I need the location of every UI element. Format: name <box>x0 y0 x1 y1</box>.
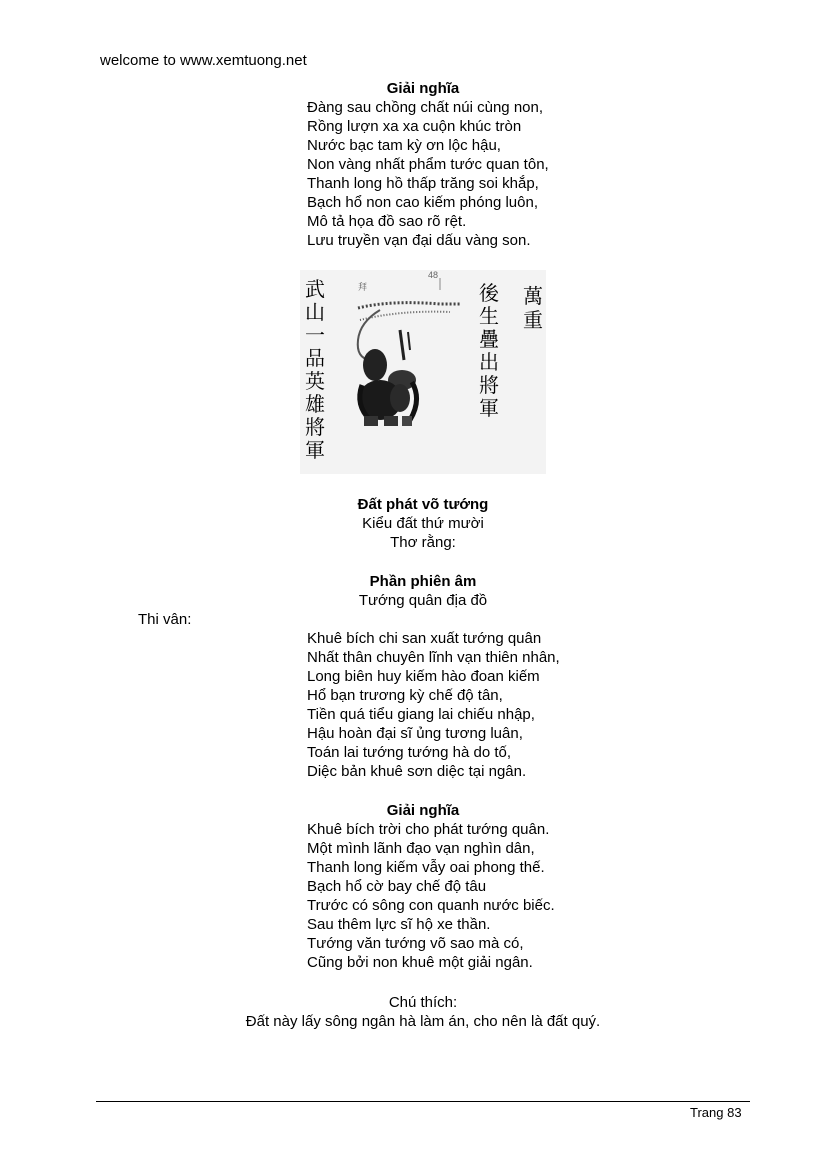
verse-line: Hậu hoàn đại sĩ ủng tương luân, <box>307 725 523 742</box>
verse-line: Nhất thân chuyên lĩnh vạn thiên nhân, <box>307 649 560 666</box>
verse-line: Khuê bích chi san xuất tướng quân <box>307 630 542 647</box>
verse-line: Một mình lãnh đạo vạn nghìn dân, <box>307 840 535 857</box>
geomancy-map-illustration <box>300 270 546 474</box>
illustration-small-char: 拜 <box>358 283 368 293</box>
poem-intro: Thơ rằng: <box>390 534 456 551</box>
verse-line: Bạch hổ cờ bay chế độ tâu <box>307 878 487 895</box>
verse-line: Sau thêm lực sĩ hộ xe thần. <box>307 916 491 933</box>
verse-line: Long biên huy kiếm hào đoan kiếm <box>307 668 540 685</box>
verse-line: Tiền quá tiểu giang lai chiếu nhập, <box>307 706 535 723</box>
title-dat-phat-vo-tuong: Đất phát võ tướng <box>357 496 489 513</box>
verse-line: Cũng bởi non khuê một giải ngân. <box>307 954 533 971</box>
verse-line: Toán lai tướng tướng hà do tố, <box>307 744 512 761</box>
verse-line: Lưu truyền vạn đại dấu vàng son. <box>307 232 531 249</box>
verse-block-1 <box>307 98 549 250</box>
page-number: Trang 83 <box>690 1105 742 1120</box>
verse-line: Khuê bích trời cho phát tướng quân. <box>307 821 550 838</box>
phien-am-heading: Phần phiên âm <box>369 573 477 590</box>
verse-line: Bạch hổ non cao kiếm phóng luôn, <box>307 194 538 211</box>
section-heading-giai-nghia-2: Giải nghĩa <box>386 802 460 819</box>
illustration-page-mark: 48 <box>428 270 439 280</box>
calligraphy-right-column: 萬重 <box>523 284 543 332</box>
verse-line: Trước có sông con quanh nước biếc. <box>307 897 555 914</box>
footer-divider <box>96 1101 750 1102</box>
verse-line: Tướng văn tướng võ sao mà có, <box>307 935 524 952</box>
verse-line: Nước bạc tam kỳ ơn lộc hậu, <box>307 137 501 154</box>
phien-am-subtitle: Tướng quân địa đồ <box>358 592 488 609</box>
calligraphy-left-column: 武山一品英雄將軍 <box>305 277 325 462</box>
verse-line: Rồng lượn xa xa cuộn khúc tròn <box>307 118 522 135</box>
verse-line: Đàng sau chồng chất núi cùng non, <box>307 99 544 116</box>
verse-line: Hổ bạn trương kỳ chế độ tân, <box>307 687 503 704</box>
note-heading: Chú thích: <box>388 994 458 1011</box>
subtitle-kieu-dat: Kiểu đất thứ mười <box>362 515 484 532</box>
verse-line: Mô tả họa đồ sao rõ rệt. <box>307 213 467 230</box>
verse-block-2 <box>307 629 560 781</box>
verse-line: Thanh long kiếm vẫy oai phong thế. <box>307 859 545 876</box>
note-text: Đất này lấy sông ngân hà làm án, cho nên là đất quý. <box>245 1013 601 1030</box>
calligraphy-middle-column: 後生疊出將軍 <box>479 281 499 420</box>
verse-line: Non vàng nhất phẩm tước quan tôn, <box>307 156 549 173</box>
section-heading-giai-nghia-1: Giải nghĩa <box>386 80 460 97</box>
thi-van-label: Thi vân: <box>138 611 192 628</box>
verse-line: Diệc bản khuê sơn diệc tại ngân. <box>307 763 527 780</box>
header-website: welcome to www.xemtuong.net <box>100 52 307 69</box>
verse-line: Thanh long hồ thấp trăng soi khắp, <box>307 175 539 192</box>
verse-block-3 <box>307 820 555 972</box>
